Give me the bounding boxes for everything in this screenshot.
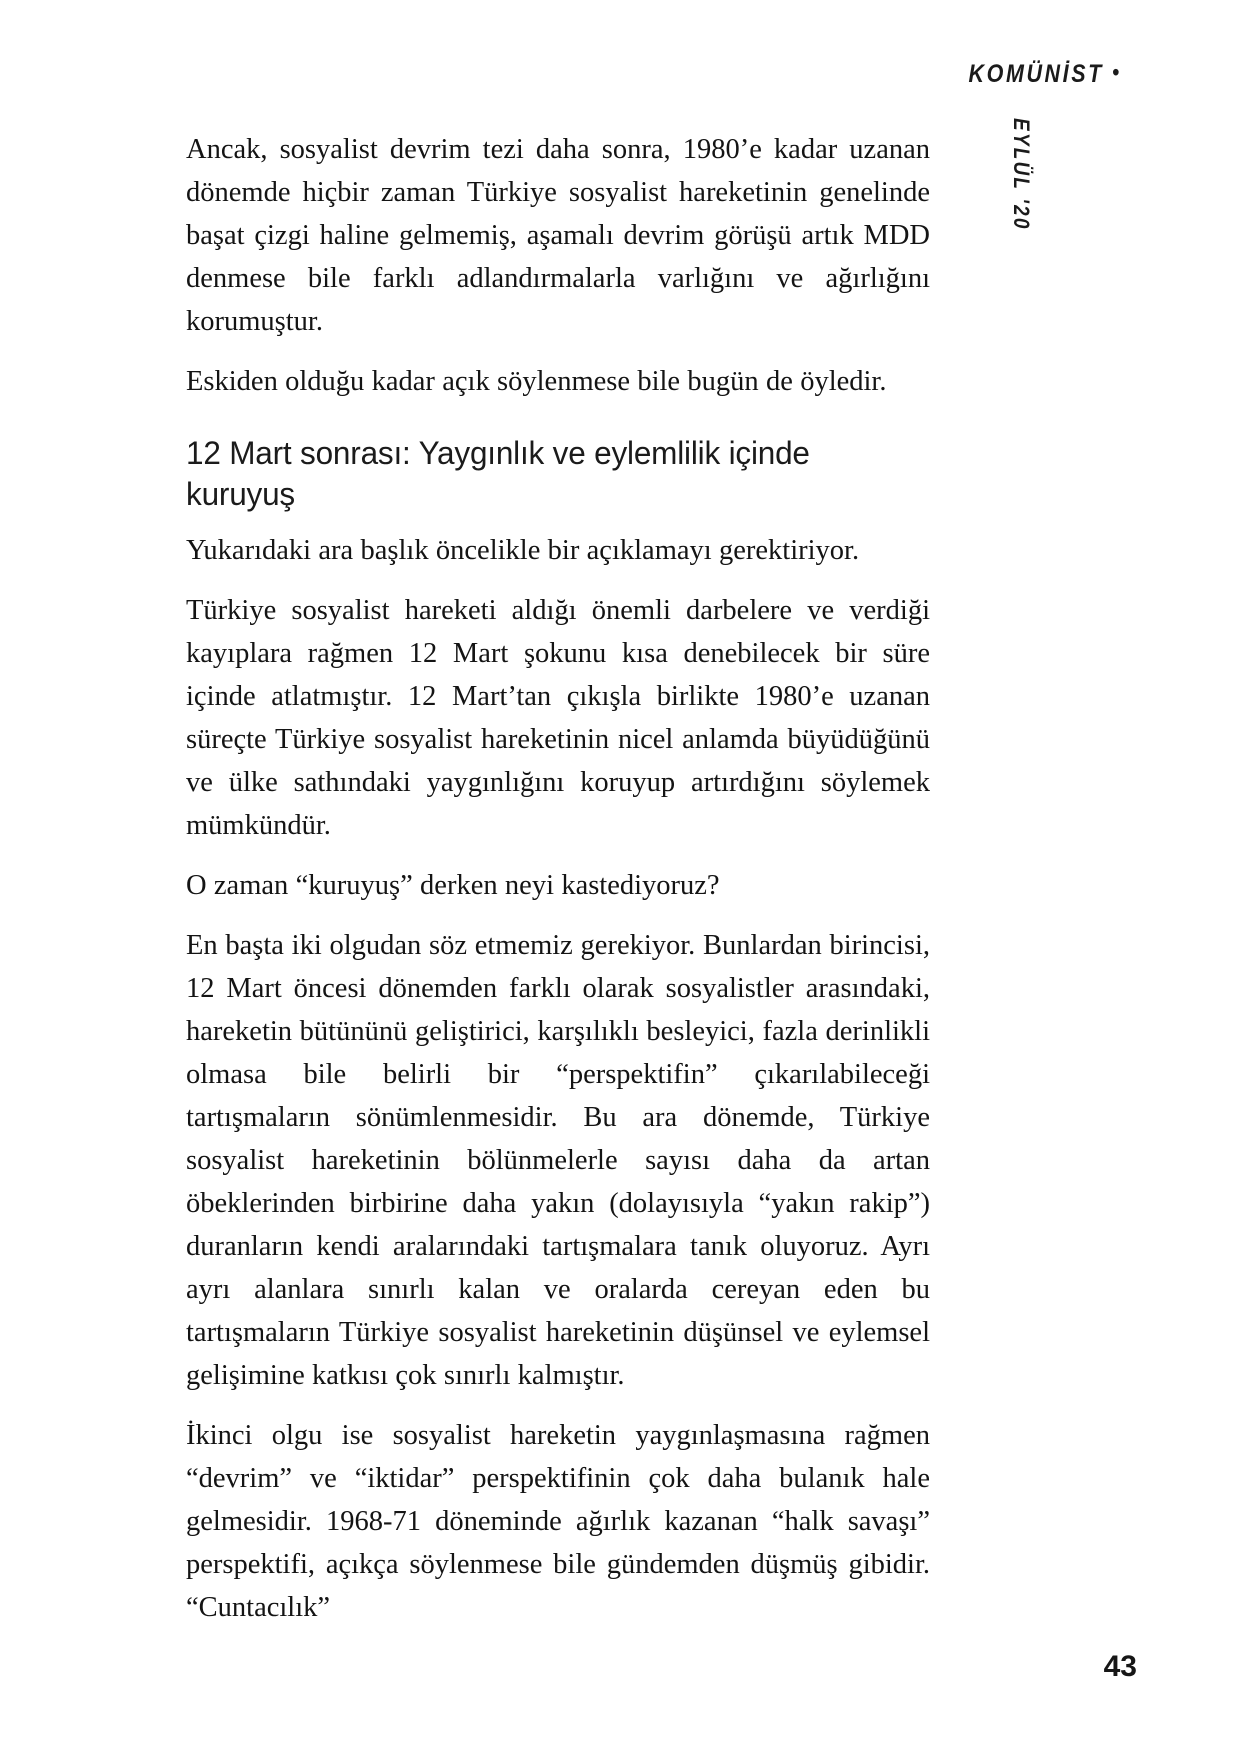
paragraph-3: Yukarıdaki ara başlık öncelikle bir açıklamayı gerektiriyor. — [186, 535, 860, 566]
paragraph-5: O zaman “kuruyuş” derken neyi kastediyoruz? — [186, 870, 720, 901]
paragraph-1: Ancak, sosyalist devrim tezi daha sonra, 1980’e kadar uzanan dönemde hiçbir zaman Türkiye sosyalist hareketinin genelinde başat çizgi haline gelmemiş, aşamalı devrim görüşü artık MDD denmese bile farklı adlandırmalarla varlığını ve ağırlığını korumuştur. — [186, 134, 930, 337]
paragraph-6: En başta iki olgudan söz etmemiz gerekiyor. Bunlardan birincisi, 12 Mart öncesi dönemden farklı olarak sosyalistler arasındaki, hareketin bütününü geliştirici, karşılıklı besleyici, fazla derinlikli olmasa bile belirli bir “perspektifin” çıkarılabileceği tartışmaların sönümlenmesidir. Bu ara dönemde, Türkiye sosyalist hareketinin bölünmelerle sayısı daha da artan öbeklerinden birbirine daha yakın (dolayısıyla “yakın rakip”) duranların kendi aralarındaki tartışmalara tanık oluyoruz. Ayrı ayrı alanlara sınırlı kalan ve oralarda cereyan eden bu tartışmaların Türkiye sosyalist hareketinin düşünsel ve eylemsel gelişimine katkısı çok sınırlı kalmıştır. — [186, 930, 930, 1391]
issue-date-vertical: EYLÜL '20 — [1009, 118, 1035, 231]
paragraph-4: Türkiye sosyalist hareketi aldığı önemli darbelere ve verdiği kayıplara rağmen 12 Mart şokunu kısa denebilecek bir süre içinde atlatmıştır. 12 Mart’tan çıkışla birlikte 1980’e uzanan süreçte Türkiye sosyalist hareketinin nicel anlamda büyüdüğünü ve ülke sathındaki yaygınlığını koruyup artırdığını söylemek mümkündür. — [186, 595, 930, 841]
paragraph-7: İkinci olgu ise sosyalist hareketin yaygınlaşmasına rağmen “devrim” ve “iktidar” perspektifinin çok daha bulanık hale gelmesidir. 1968-71 döneminde ağırlık kazanan “halk savaşı” perspektifi, açıkça söylenmese bile gündemden düşmüş gibidir. “Cuntacılık” — [186, 1420, 930, 1623]
bullet-separator-icon: • — [1112, 59, 1119, 85]
running-head — [968, 59, 1119, 88]
section-heading: 12 Mart sonrası: Yaygınlık ve eylemlilik içinde kuruyuş — [186, 435, 810, 512]
paragraph-2: Eskiden olduğu kadar açık söylenmese bile bugün de öyledir. — [186, 366, 887, 397]
page-number: 43 — [1103, 1650, 1137, 1683]
text-column — [186, 128, 930, 1646]
running-head-title: KOMÜNİST — [968, 60, 1104, 88]
